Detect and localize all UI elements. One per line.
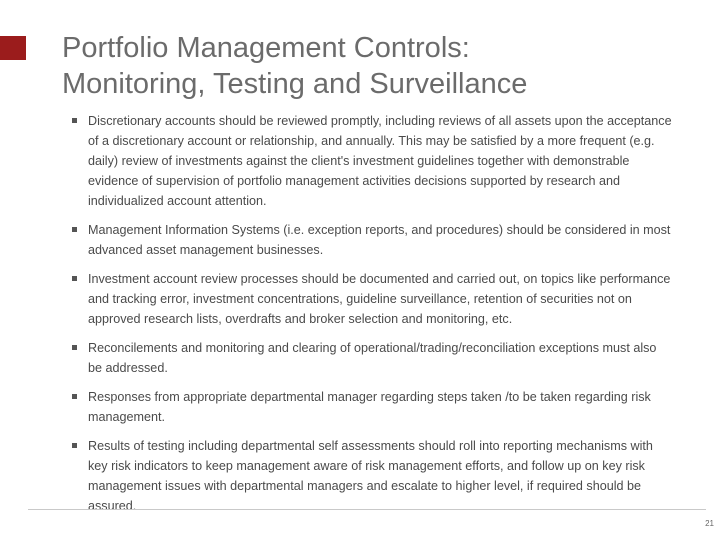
bullet-text: Investment account review processes should be documented and carried out, on topics like performance and tracking error, investment concentrations, guideline surveillance, retention of securities not on approved research lists, overdrafts and broker selection and monitoring, etc.: [88, 272, 671, 326]
square-bullet-icon: [72, 345, 77, 350]
bullet-text: Results of testing including departmental self assessments should roll into reporting mechanisms with key risk indicators to keep management aware of risk management efforts, and follow up on key risk management issues with departmental managers and escalate to higher level, if required should be assured.: [88, 439, 653, 513]
bullet-item: [72, 436, 672, 516]
footer-divider: [28, 509, 706, 510]
bullet-item: [72, 269, 672, 329]
slide-title: [62, 30, 702, 102]
square-bullet-icon: [72, 227, 77, 232]
bullet-list: [72, 111, 672, 525]
slide-title-line-2: Monitoring, Testing and Surveillance: [62, 68, 528, 100]
bullet-item: [72, 338, 672, 378]
square-bullet-icon: [72, 394, 77, 399]
bullet-text: Responses from appropriate departmental manager regarding steps taken /to be taken regarding risk management.: [88, 390, 651, 424]
square-bullet-icon: [72, 443, 77, 448]
bullet-text: Reconcilements and monitoring and clearing of operational/trading/reconciliation exceptions must also be addressed.: [88, 341, 657, 375]
title-accent-block: [0, 36, 26, 60]
slide-title-line-1: Portfolio Management Controls:: [62, 32, 470, 64]
bullet-item: [72, 387, 672, 427]
bullet-text: Management Information Systems (i.e. exception reports, and procedures) should be considered in most advanced asset management businesses.: [88, 223, 671, 257]
square-bullet-icon: [72, 118, 77, 123]
bullet-item: [72, 220, 672, 260]
page-number: 21: [705, 519, 714, 528]
bullet-item: [72, 111, 672, 211]
square-bullet-icon: [72, 276, 77, 281]
bullet-text: Discretionary accounts should be reviewed promptly, including reviews of all assets upon the acceptance of a discretionary account or relationship, and annually. This may be satisfied by a more frequent (e.g. daily) review of investments against the client's investment guidelines together with demonstrable evidence of supervision of portfolio management activities decisions supported by research and individualized account attention.: [88, 114, 672, 208]
